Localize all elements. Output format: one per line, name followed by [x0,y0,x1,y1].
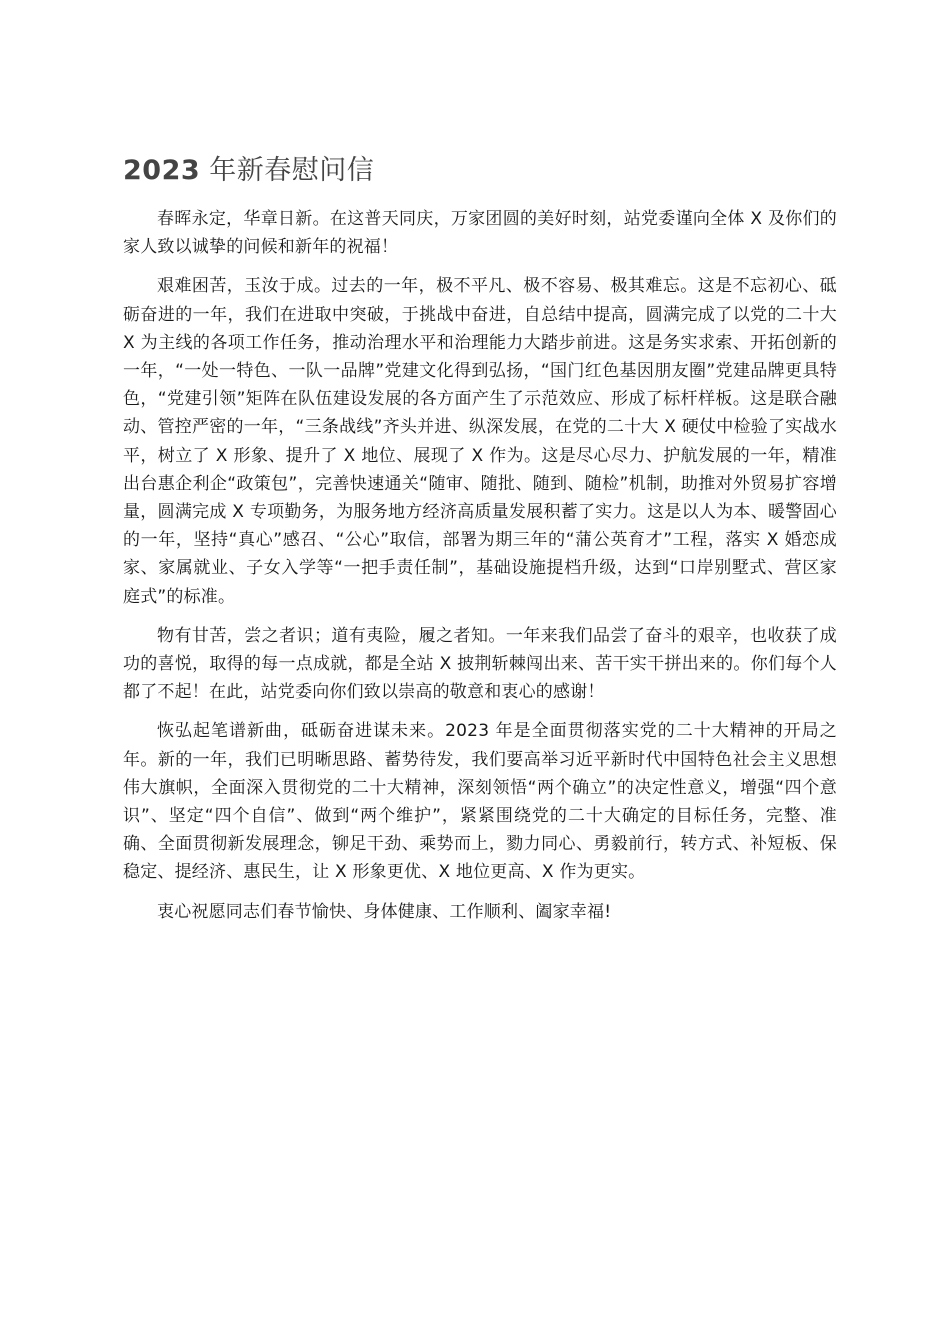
title-text: 年新春慰问信 [209,155,375,186]
title-year: 2023 [123,155,201,186]
page-title [123,150,837,192]
paragraph-wishes: 衷心祝愿同志们春节愉快、身体健康、工作顺利、阖家幸福! [157,901,612,922]
letter-page [123,150,837,937]
paragraph-greeting: 春晖永定，华章日新。在这普天同庆，万家团圆的美好时刻，站党委谨向全体 X 及你们的家人致以诚挚的问候和新年的祝福！ [123,209,837,258]
paragraph-outlook: 恢弘起笔谱新曲，砥砺奋进谋未来。2023 年是全面贯彻落实党的二十大精神的开局之年。新的一年，我们已明晰思路、蓄势待发，我们要高举习近平新时代中国特色社会主义思想伟大旗帜，全面深入贯彻党的二十大精神，深刻领悟“两个确立”的决定性意义，增强“四个意识”、坚定“四个自信”、做到“两个维护”，紧紧围绕党的二十大确定的目标任务，完整、准确、全面贯彻新发展理念，铆足干劲、乘势而上，勠力同心、勇毅前行，转方式、补短板、保稳定、提经济、惠民生，让 X 形象更优、X 地位更高、X 作为更实。 [123,721,837,883]
paragraph-review: 艰难困苦，玉汝于成。过去的一年，极不平凡、极不容易、极其难忘。这是不忘初心、砥砺奋进的一年，我们在进取中突破，于挑战中奋进，自总结中提高，圆满完成了以党的二十大 X 为主线的各项工作任务，推动治理水平和治理能力大踏步前进。这是务实求索、开拓创新的一年，“一处一特色、一队一品牌”党建文化得到弘扬，“国门红色基因朋友圈”党建品牌更具特色，“党建引领”矩阵在队伍建设发展的各方面产生了示范效应、形成了标杆样板。这是联合融动、管控严密的一年，“三条战线”齐头并进、纵深发展，在党的二十大 X 硬仗中检验了实战水平，树立了 X 形象、提升了 X 地位、展现了 X 作为。这是尽心尽力、护航发展的一年，精准出台惠企利企“政策包”，完善快速通关“随审、随批、随到、随检”机制，助推对外贸易扩容增量，圆满完成 X 专项勤务，为服务地方经济高质量发展积蓄了实力。这是以人为本、暖警固心的一年，坚持“真心”感召、“公心”取信，部署为期三年的“蒲公英育才”工程，落实 X 婚恋成家、家属就业、子女入学等“一把手责任制”，基础设施提档升级，达到“口岸别墅式、营区家庭式”的标准。 [123,276,837,607]
paragraph-thanks: 物有甘苦，尝之者识；道有夷险，履之者知。一年来我们品尝了奋斗的艰辛，也收获了成功的喜悦，取得的每一点成就，都是全站 X 披荆斩棘闯出来、苦干实干拼出来的。你们每个人都了不起！在此，站党委向你们致以崇高的敬意和衷心的感谢！ [123,625,837,703]
